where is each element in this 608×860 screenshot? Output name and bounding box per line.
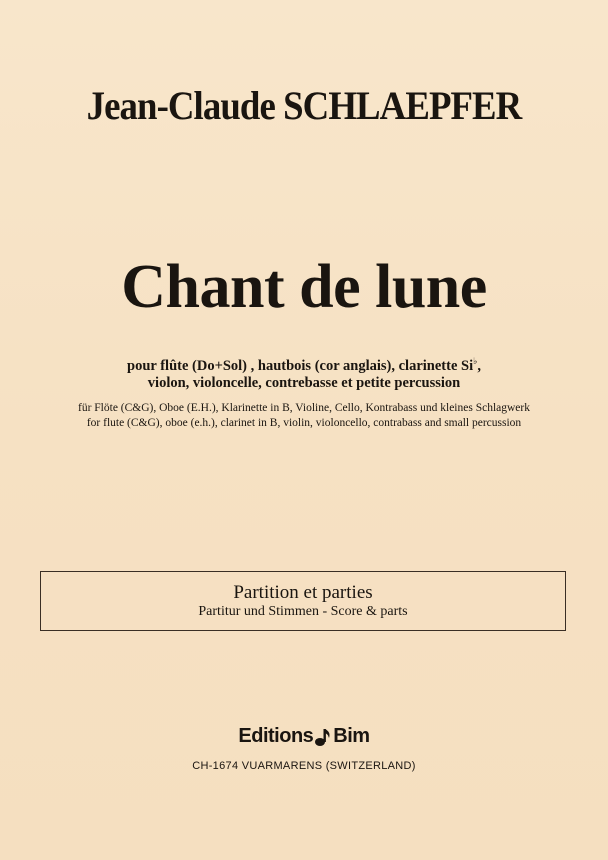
instrumentation-english: for flute (C&G), oboe (e.h.), clarinet in B, violin, violoncello, contrabass and small percussion [86,417,522,429]
instrumentation-french [0,358,608,392]
publisher-logo [0,725,608,748]
edition-box-title: Partition et parties [233,582,373,603]
publisher-name-right: Bim [333,725,370,748]
instrumentation-french-line1-end: , [477,358,481,374]
publisher-address: CH-1674 VUARMARENS (SWITZERLAND) [192,760,416,772]
work-title: Chant de lune [121,253,487,321]
composer-name: Jean-Claude SCHLAEPFER [86,83,522,128]
edition-box-subtitle: Partitur und Stimmen - Score & parts [198,604,408,619]
flat-accidental: ♭ [473,356,478,366]
instrumentation-french-line1: pour flûte (Do+Sol) , hautbois (cor anglais), clarinette Si [127,358,474,374]
instrumentation-german: für Flöte (C&G), Oboe (E.H.), Klarinette in B, Violine, Cello, Kontrabass und kleines Schlagwerk [78,402,530,414]
music-note-icon [314,727,332,747]
edition-box [40,571,566,631]
instrumentation-french-line2: violon, violoncelle, contrebasse et petite percussion [147,375,461,391]
publisher-name-left: Editions [238,725,314,748]
